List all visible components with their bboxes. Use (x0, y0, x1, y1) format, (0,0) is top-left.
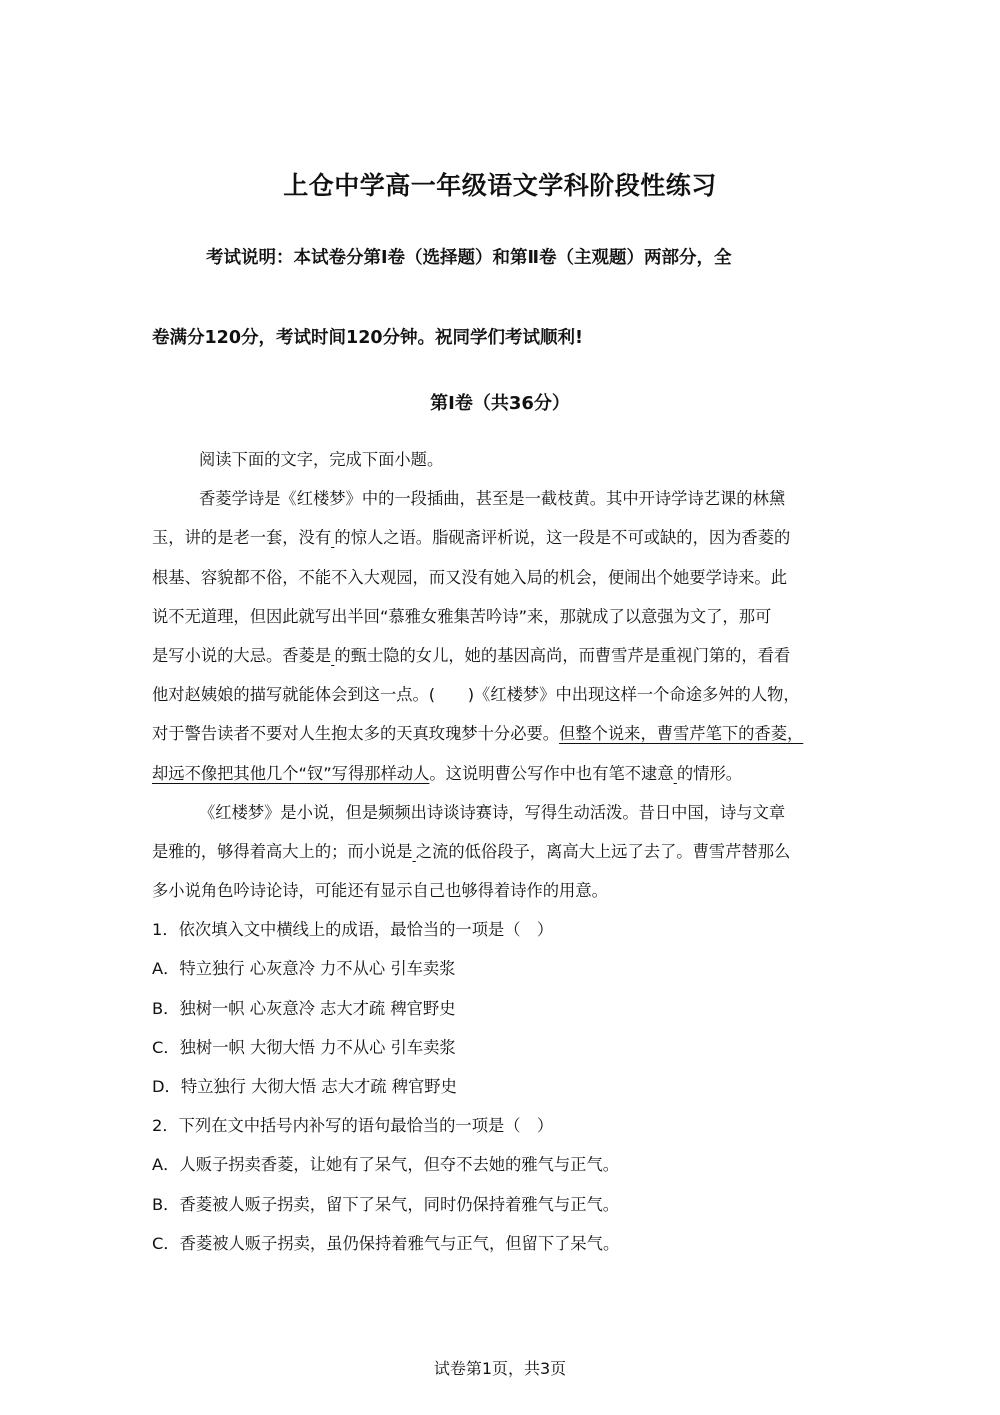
passage-line: 多小说角色吟诗论诗，可能还有显示自己也够得着诗作的用意。 (152, 881, 608, 901)
underlined-sentence: 却远不像把其他几个“钗”写得那样动人 (152, 763, 430, 783)
page-title: 上仓中学高一年级语文学科阶段性练习 (283, 171, 717, 200)
passage-line: 他对赵姨娘的描写就能体会到这一点。( )《红楼梦》中出现这样一个命途多舛的人物， (152, 685, 800, 705)
question-1-stem: 1．依次填入文中横线上的成语，最恰当的一项是（ ） (152, 920, 554, 940)
passage-text: 玉，讲的是老一套，没有 (152, 528, 332, 548)
exam-notice-line-1: 考试说明：本试卷分第Ⅰ卷（选择题）和第Ⅱ卷（主观题）两部分，全 (206, 248, 732, 268)
question-2-option-c: C．香菱被人贩子拐卖，虽仍保持着雅气与正气，但留下了呆气。 (152, 1233, 620, 1253)
question-1-option-a: A．特立独行 心灰意冷 力不从心 引车卖浆 (152, 959, 456, 979)
question-2-option-a: A．人贩子拐卖香菱，让她有了呆气，但夺不去她的雅气与正气。 (152, 1155, 620, 1175)
exam-notice-line-2: 卷满分120分，考试时间120分钟。祝同学们考试顺利! (152, 328, 584, 348)
passage-line: 根基、容貌都不俗，不能不入大观园，而又没有她入局的机会，便闹出个她要学诗来。此 (152, 567, 787, 587)
question-2-option-b: B．香菱被人贩子拐卖，留下了呆气，同时仍保持着雅气与正气。 (152, 1194, 620, 1214)
passage-text: 对于警告读者不要对人生抱太多的天真玫瑰梦十分必要。 (152, 724, 560, 744)
question-1-option-c: C．独树一帜 大彻大悟 力不从心 引车卖浆 (152, 1037, 456, 1057)
reading-instruction: 阅读下面的文字，完成下面小题。 (199, 450, 444, 469)
passage-line (152, 636, 858, 675)
passage-text: 的甄士隐的女儿，她的基因高尚，而曹雪芹是重视门第的，看看 (334, 645, 791, 665)
underlined-sentence: 但整个说来，曹雪芹笔下的香菱， (559, 724, 804, 744)
passage-text: 是写小说的大忌。香菱是 (152, 645, 332, 665)
passage-text: 之流的低俗段子，离高大上远了去了。曹雪芹替那么 (415, 841, 791, 861)
question-1-option-b: B．独树一帜 心灰意冷 志大才疏 稗官野史 (152, 998, 456, 1018)
question-1-option-d: D．特立独行 大彻大悟 志大才疏 稗官野史 (152, 1077, 457, 1096)
passage-line: 香菱学诗是《红楼梦》中的一段插曲，甚至是一截枝黄。其中开诗学诗艺课的林黛 (199, 489, 786, 509)
page-footer: 试卷第1页，共3页 (433, 1359, 567, 1378)
passage-text: 的情形。 (676, 763, 743, 783)
exam-body (152, 440, 858, 1263)
passage-line (152, 754, 858, 793)
passage-text: 是雅的，够得着高大上的；而小说是 (152, 841, 413, 861)
passage-text: 的惊人之语。脂砚斋评析说，这一段是不可或缺的，因为香菱的 (334, 528, 791, 548)
passage-line (152, 714, 858, 753)
passage-line (152, 518, 858, 557)
passage-text: 。这说明曹公写作中也有笔不逮意 (429, 763, 674, 783)
passage-line (152, 832, 858, 871)
passage-line: 《红楼梦》是小说，但是频频出诗谈诗赛诗，写得生动活泼。昔日中国，诗与文章 (199, 802, 786, 822)
section-heading: 第Ⅰ卷（共36分） (430, 393, 570, 414)
passage-line: 说不无道理，但因此就写出半回“慕雅女雅集苦吟诗”来，那就成了以意强为文了，那可 (152, 606, 772, 626)
question-2-stem: 2．下列在文中括号内补写的语句最恰当的一项是（ ） (152, 1116, 554, 1136)
